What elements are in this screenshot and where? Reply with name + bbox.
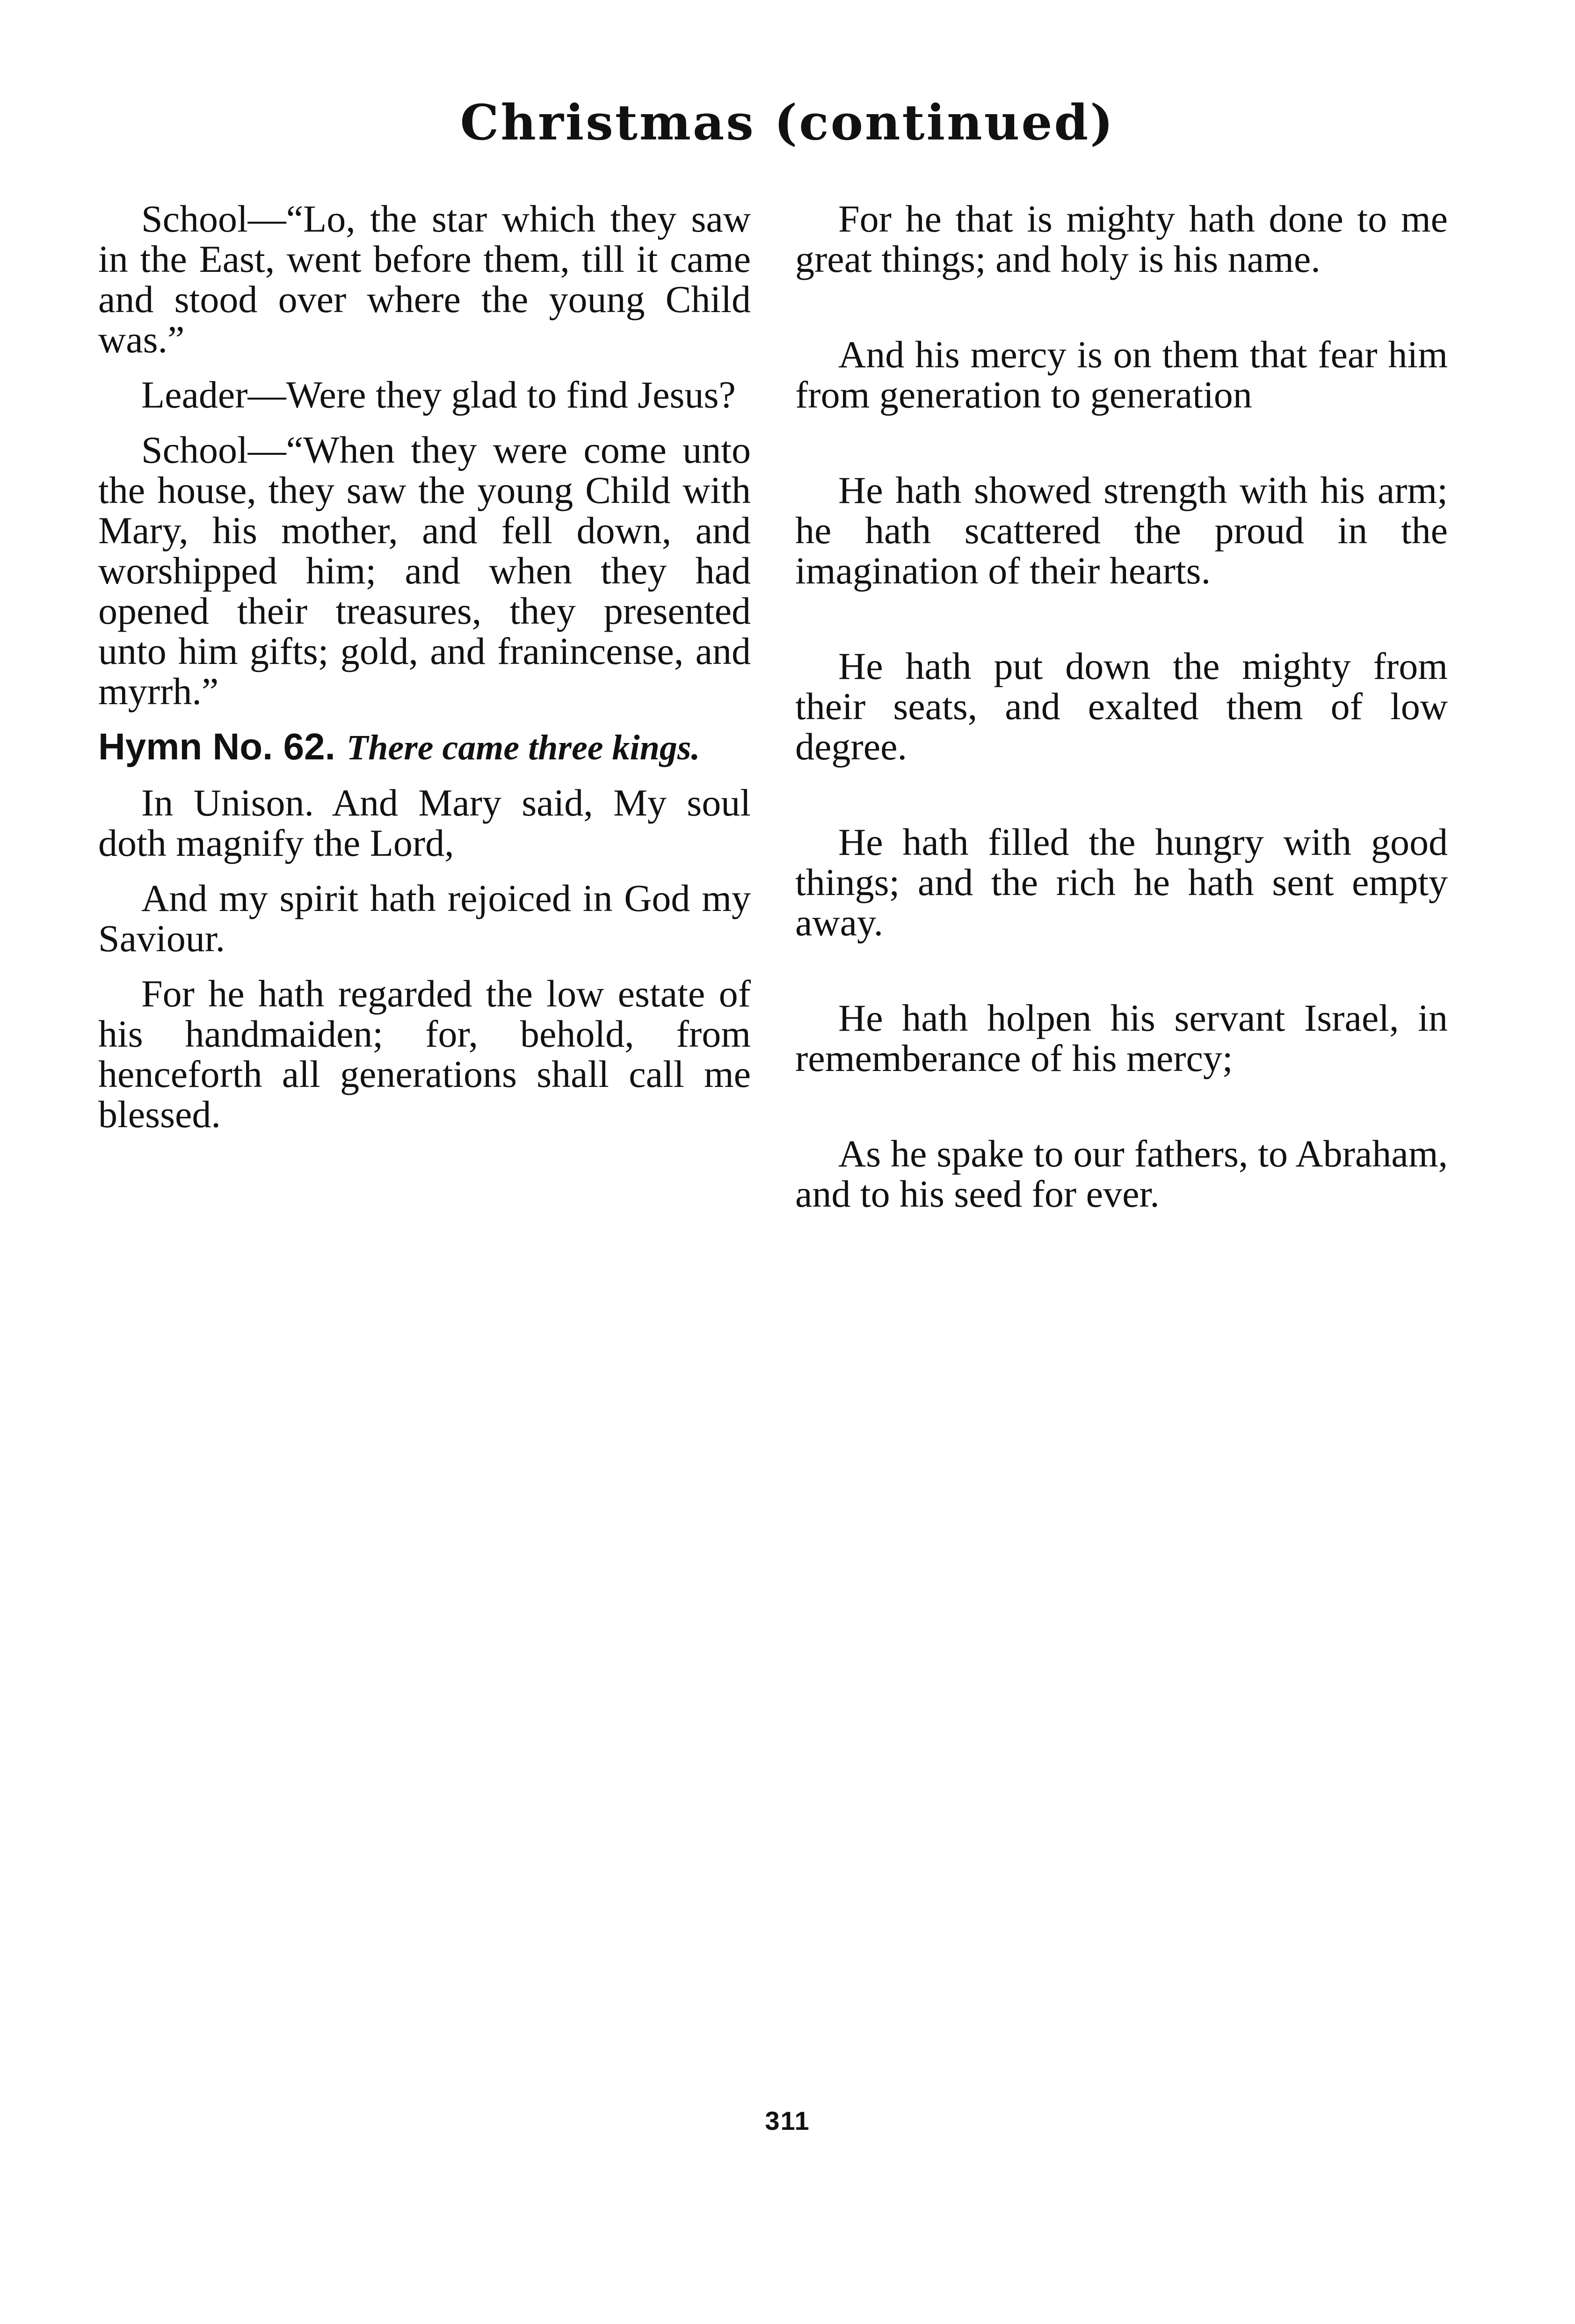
- page-number: 311: [765, 2106, 810, 2135]
- right-paragraph-3: He hath showed strength with his arm; he hath scattered the proud in the imagination of their hearts.: [795, 469, 1448, 592]
- right-paragraph-2: And his mercy is on them that fear him from generation to generation: [795, 333, 1448, 416]
- left-paragraph-1: School—“Lo, the star which they saw in the East, went before them, till it came and stood over where the young Child was.”: [98, 197, 751, 361]
- right-paragraph-4: He hath put down the mighty from their seats, and exalted them of low degree.: [795, 645, 1448, 768]
- right-paragraph-5: He hath filled the hungry with good things; and the rich he hath sent empty away.: [795, 821, 1448, 944]
- left-paragraph-6: For he hath regarded the low estate of his handmaiden; for, behold, from henceforth all generations shall call me blessed.: [98, 972, 751, 1136]
- left-paragraph-4: In Unison. And Mary said, My soul doth magnify the Lord,: [98, 781, 751, 864]
- right-column: [795, 199, 1448, 1269]
- right-paragraph-7: As he spake to our fathers, to Abraham, and to his seed for ever.: [795, 1132, 1448, 1215]
- hymn-reference: [98, 727, 751, 768]
- hymn-number: Hymn No. 62.: [98, 726, 335, 767]
- hymn-title: There came three kings.: [346, 728, 700, 767]
- left-paragraph-3: School—“When they were come unto the house, they saw the young Child with Mary, his mother, and fell down, and worshipped him; and when they had opened their treasures, they presented unto him gifts; gold, and franincense, and myrrh.”: [98, 429, 751, 713]
- right-paragraph-1: For he that is mighty hath done to me great things; and holy is his name.: [795, 197, 1448, 280]
- left-paragraph-5: And my spirit hath rejoiced in God my Saviour.: [98, 877, 751, 960]
- left-paragraph-2: Leader—Were they glad to find Jesus?: [141, 373, 736, 416]
- page-title: Christmas (continued): [460, 94, 1115, 151]
- left-column: [98, 199, 751, 1150]
- right-paragraph-6: He hath holpen his servant Israel, in rememberance of his mercy;: [795, 997, 1448, 1079]
